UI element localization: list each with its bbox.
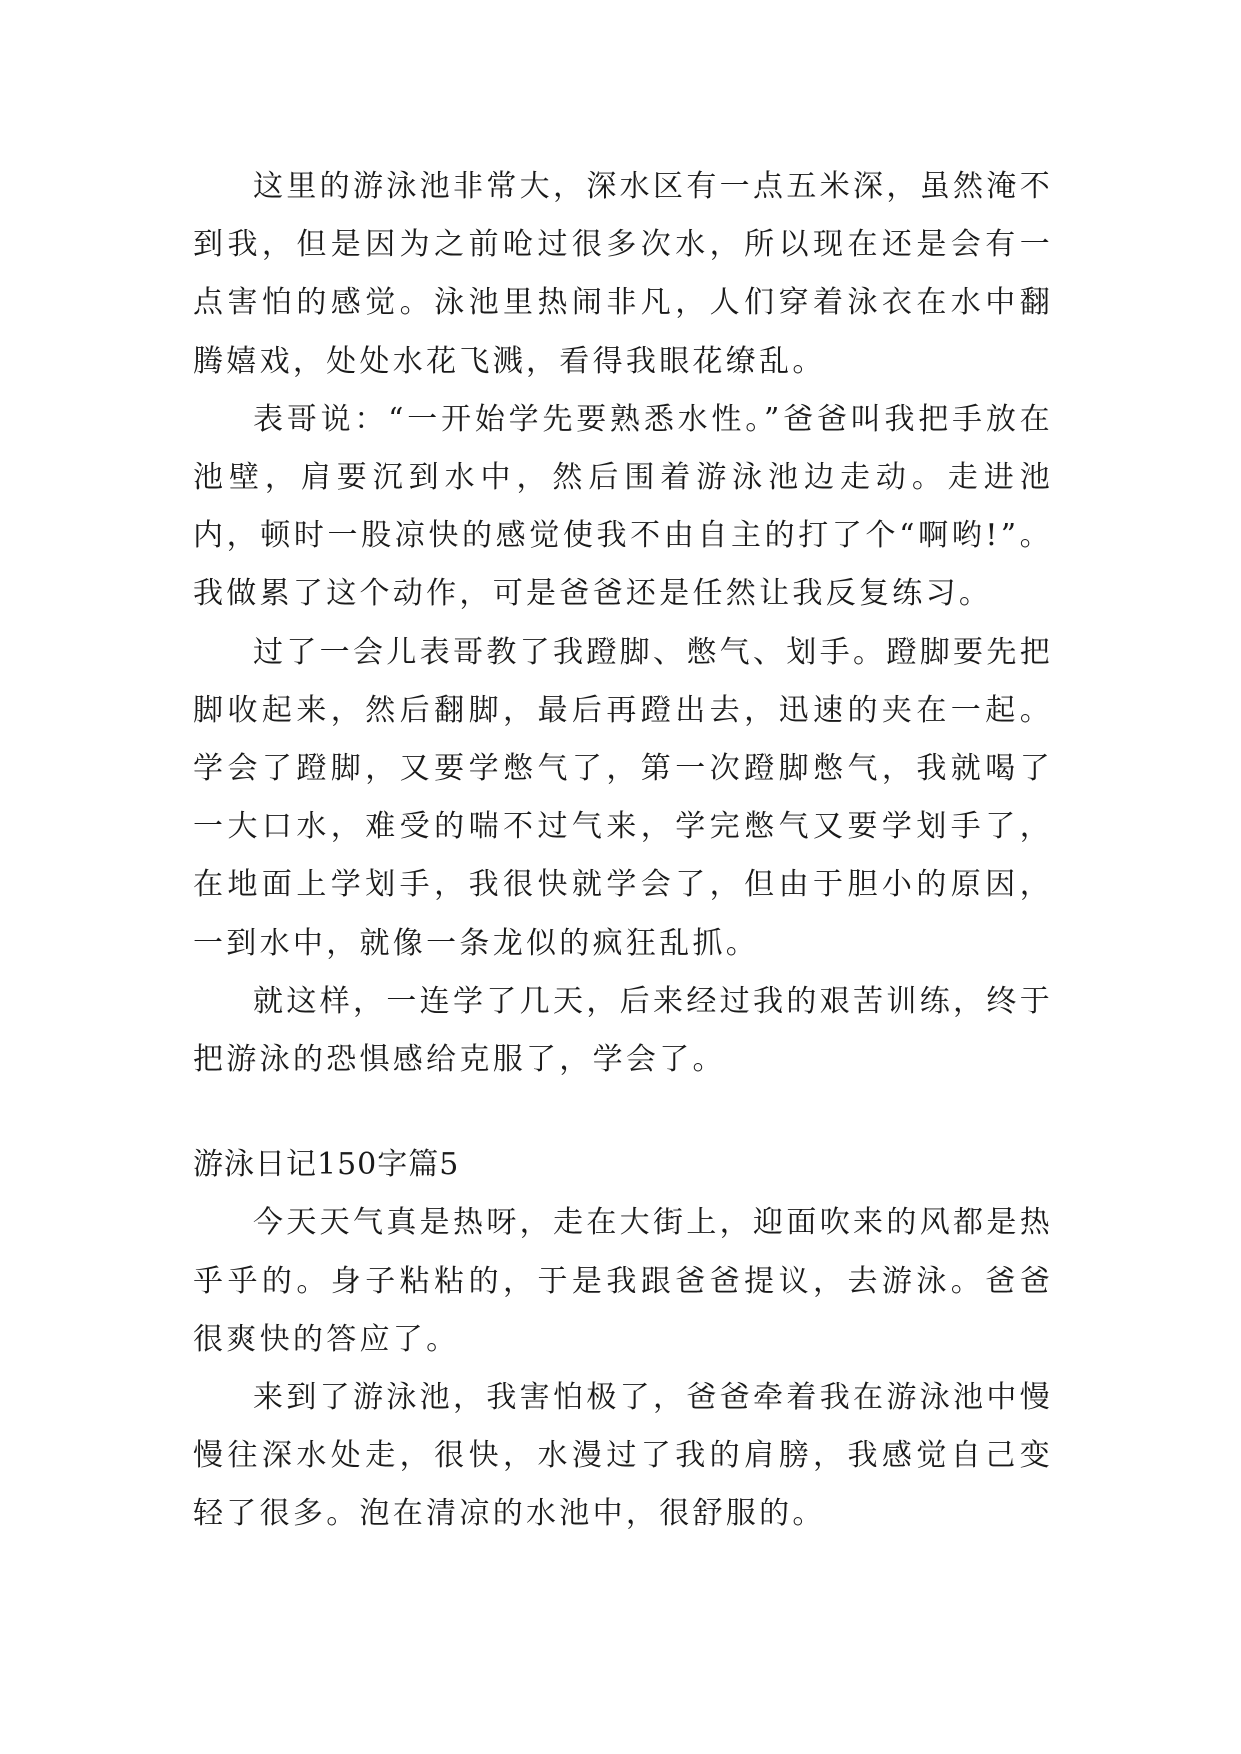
section-spacer: [193, 1089, 1053, 1136]
paragraph: 表哥说：“一开始学先要熟悉水性。”爸爸叫我把手放在池壁，肩要沉到水中，然后围着游泳池边走动。走进池内，顿时一股凉快的感觉使我不由自主的打了个“啊哟!”。我做累了这个动作，可是爸爸还是任然让我反复练习。: [193, 401, 1053, 612]
paragraph: 就这样，一连学了几天，后来经过我的艰苦训练，终于把游泳的恐惧感给克服了，学会了。: [193, 983, 1053, 1078]
document-body: [193, 158, 1053, 1544]
paragraph: 这里的游泳池非常大，深水区有一点五米深，虽然淹不到我，但是因为之前呛过很多次水，所以现在还是会有一点害怕的感觉。泳池里热闹非凡，人们穿着泳衣在水中翻腾嬉戏，处处水花飞溅，看得我眼花缭乱。: [193, 169, 1053, 379]
paragraph: 今天天气真是热呀，走在大街上，迎面吹来的风都是热乎乎的。身子粘粘的，于是我跟爸爸提议，去游泳。爸爸很爽快的答应了。: [193, 1205, 1053, 1357]
paragraph: 来到了游泳池，我害怕极了，爸爸牵着我在游泳池中慢慢往深水处走，很快，水漫过了我的肩膀，我感觉自己变轻了很多。泡在清凉的水池中，很舒服的。: [193, 1380, 1053, 1532]
section-heading: 游泳日记150字篇5: [193, 1147, 460, 1183]
paragraph: 过了一会儿表哥教了我蹬脚、憋气、划手。蹬脚要先把脚收起来，然后翻脚，最后再蹬出去，迅速的夹在一起。学会了蹬脚，又要学憋气了，第一次蹬脚憋气，我就喝了一大口水，难受的喘不过气来，学完憋气又要学划手了，在地面上学划手，我很快就学会了，但由于胆小的原因，一到水中，就像一条龙似的疯狂乱抓。: [193, 634, 1053, 961]
